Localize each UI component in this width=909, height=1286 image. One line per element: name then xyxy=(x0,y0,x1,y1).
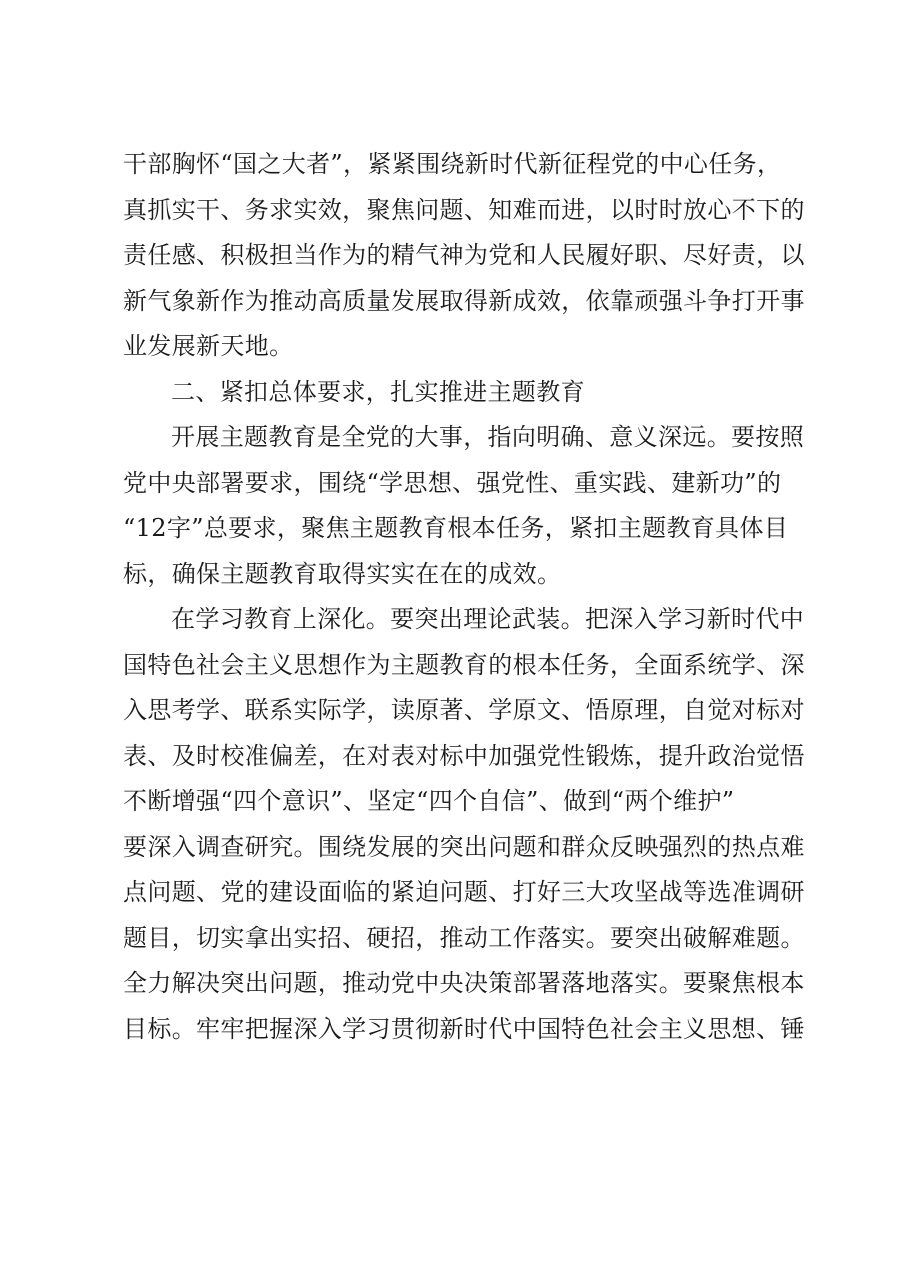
text-line: 要深入调查研究。围绕发展的突出问题和群众反映强烈的热点难 xyxy=(123,832,805,861)
text-line: 入思考学、联系实际学，读原著、学原文、悟原理，自觉对标对 xyxy=(123,696,805,724)
text-line: 题目，切实拿出实招、硬招，推动工作落实。要突出破解难题。 xyxy=(123,923,805,952)
text-line: 新气象新作为推动高质量发展取得新成效，依靠顽强斗争打开事 xyxy=(123,286,805,315)
text-line: 表、及时校准偏差，在对表对标中加强党性锻炼，提升政治觉悟 xyxy=(123,741,805,770)
text-line: 党中央部署要求，围绕“学思想、强党性、重实践、建新功”的 xyxy=(123,468,782,497)
text-line: 点问题、党的建设面临的紧迫问题、打好三大攻坚战等选准调研 xyxy=(123,878,805,906)
text-line: “12字”总要求，聚焦主题教育根本任务，紧扣主题教育具体目 xyxy=(123,514,789,542)
text-line: 不断增强“四个意识”、坚定“四个自信”、做到“两个维护” xyxy=(123,787,735,815)
text-line: 在学习教育上深化。要突出理论武装。把深入学习新时代中 xyxy=(171,605,805,633)
text-line: 责任感、积极担当作为的精气神为党和人民履好职、尽好责，以 xyxy=(123,241,805,269)
text-line: 目标。牢牢把握深入学习贯彻新时代中国特色社会主义思想、锤 xyxy=(123,1014,805,1043)
text-line: 国特色社会主义思想作为主题教育的根本任务，全面系统学、深 xyxy=(123,650,805,679)
text-line: 开展主题教育是全党的大事，指向明确、意义深远。要按照 xyxy=(171,423,805,451)
text-line: 全力解决突出问题，推动党中央决策部署落地落实。要聚焦根本 xyxy=(123,969,805,997)
section-heading: 二、紧扣总体要求，扎实推进主题教育 xyxy=(171,377,585,406)
document-body xyxy=(123,142,803,1052)
text-line: 真抓实干、务求实效，聚焦问题、知难而进，以时时放心不下的 xyxy=(123,195,805,224)
text-line: 业发展新天地。 xyxy=(123,332,294,360)
text-line: 标，确保主题教育取得实实在在的成效。 xyxy=(123,559,562,588)
text-line: 干部胸怀“国之大者”，紧紧围绕新时代新征程党的中心任务， xyxy=(123,150,782,178)
